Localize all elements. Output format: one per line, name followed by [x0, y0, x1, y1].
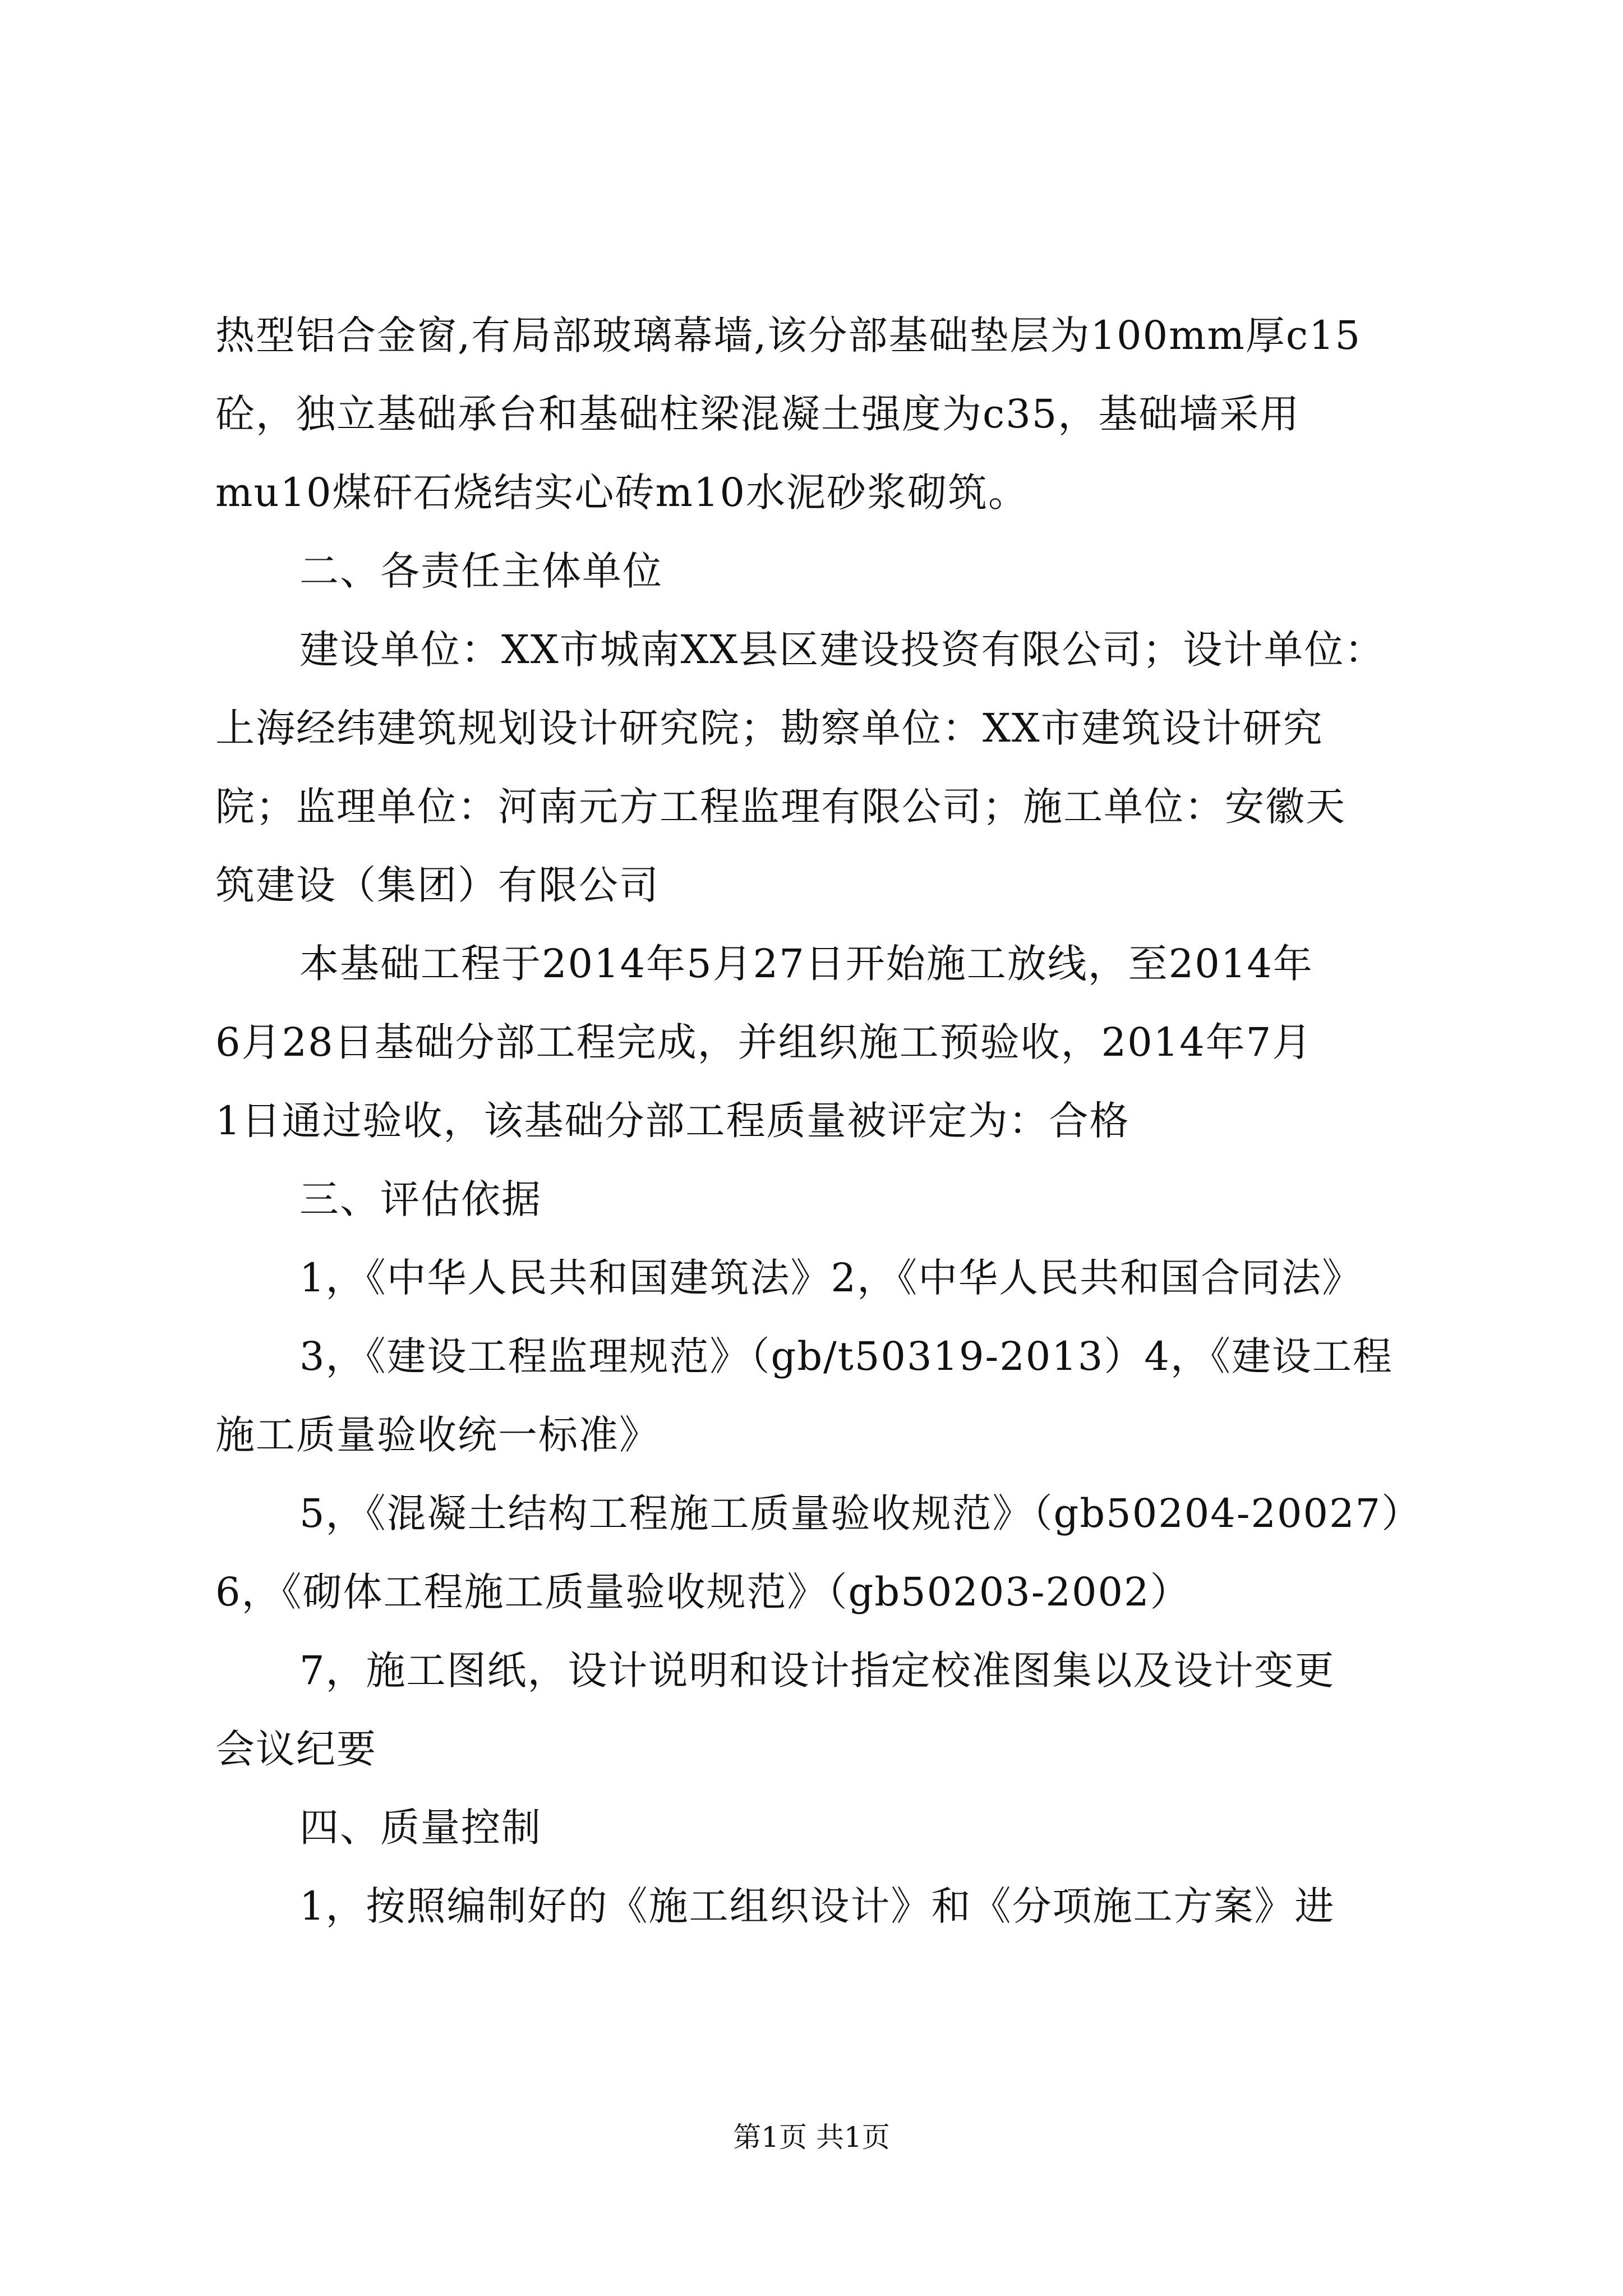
body-text-line: 院；监理单位：河南元方工程监理有限公司；施工单位：安徽天 — [215, 784, 1346, 830]
section-heading: 二、各责任主体单位 — [299, 548, 663, 594]
body-text-line: 7，施工图纸，设计说明和设计指定校准图集以及设计变更 — [299, 1648, 1335, 1694]
section-heading: 四、质量控制 — [299, 1805, 542, 1851]
page-footer: 第1页 共1页 — [733, 2121, 890, 2154]
body-text-line: 1，《中华人民共和国建筑法》2，《中华人民共和国合同法》 — [299, 1255, 1363, 1301]
body-text-line: 热型铝合金窗,有局部玻璃幕墙,该分部基础垫层为100mm厚c15 — [215, 312, 1362, 358]
body-text-line: 上海经纬建筑规划设计研究院；勘察单位：XX市建筑设计研究 — [215, 705, 1324, 751]
body-text-line: 施工质量验收统一标准》 — [215, 1412, 660, 1458]
body-text-line: 砼，独立基础承台和基础柱梁混凝土强度为c35，基础墙采用 — [215, 391, 1301, 437]
body-text-line: 建设单位：XX市城南XX县区建设投资有限公司；设计单位： — [299, 627, 1385, 673]
body-text-line: 筑建设（集团）有限公司 — [215, 862, 660, 908]
section-heading: 三、评估依据 — [299, 1176, 542, 1222]
body-text-line: 1，按照编制好的《施工组织设计》和《分项施工方案》进 — [299, 1883, 1335, 1929]
body-text-line: 6月28日基础分部工程完成，并组织施工预验收，2014年7月 — [215, 1019, 1313, 1065]
body-text-line: 1日通过验收，该基础分部工程质量被评定为：合格 — [215, 1098, 1130, 1144]
body-text-line: 5，《混凝土结构工程施工质量验收规范》（gb50204-20027） — [299, 1490, 1422, 1536]
body-text-line: 本基础工程于2014年5月27日开始施工放线，至2014年 — [299, 941, 1313, 987]
body-text-line: 6，《砌体工程施工质量验收规范》（gb50203-2002） — [215, 1569, 1191, 1615]
body-text-line: mu10煤矸石烧结实心砖m10水泥砂浆砌筑。 — [215, 470, 1029, 516]
body-text-line: 会议纪要 — [215, 1726, 377, 1772]
body-text-line: 3，《建设工程监理规范》（gb/t50319-2013）4，《建设工程 — [299, 1333, 1393, 1379]
